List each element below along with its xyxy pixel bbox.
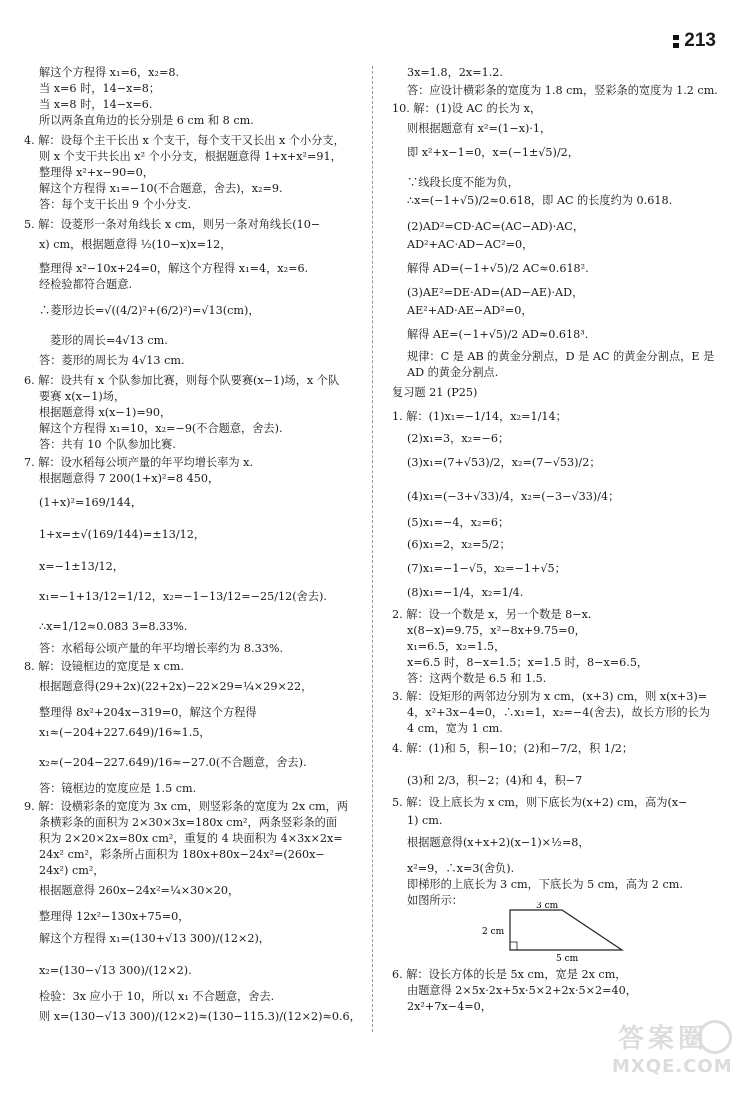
solution-line: 整理得 12x²−130x+75=0， [39, 910, 190, 923]
solution-line: 4，x²+3x−4=0，∴x₁=1，x₂=−4(舍去)，故长方形的长为 [407, 706, 710, 719]
solution-line: 整理得 x²−10x+24=0，解这个方程得 x₁=4，x₂=6. [39, 262, 309, 275]
solution-line: x₁=−1+13/12=1/12，x₂=−1−13/12=−25/12(舍去). [39, 590, 327, 603]
figure-side-label: 2 cm [482, 927, 505, 937]
solution-line: (3)AE²=DE·AD=(AD−AE)·AD， [407, 286, 584, 299]
solution-line: 1) cm. [407, 814, 443, 827]
solution-line: 整理得 x²+x−90=0， [39, 166, 154, 179]
watermark-text: 答案圈 [618, 1024, 709, 1054]
solution-line: x=6.5 时，8−x=1.5；x=1.5 时，8−x=6.5， [407, 656, 649, 669]
solution-line: (1+x)²=169/144， [39, 496, 143, 509]
solution-line: 则 x 个支干共长出 x² 个小分支，根据题意得 1+x+x²=91， [39, 150, 342, 163]
solution-line: 整理得 8x²+204x−319=0，解这个方程得 [39, 706, 257, 719]
solution-line: 4. 解：(1)和 5，积−10；(2)和−7/2，积 1/2； [392, 742, 634, 755]
solution-line: 5. 解：设上底长为 x cm，则下底长为(x+2) cm，高为(x− [392, 796, 688, 809]
solution-line: 根据题意得 7 200(1+x)²=8 450， [39, 472, 220, 485]
solution-line: 24x² cm²，彩条所占面积为 180x+80x−24x²=(260x− [39, 848, 325, 861]
solution-line: x) cm，根据题意得 ½(10−x)x=12， [39, 238, 232, 251]
solution-line: 1. 解：(1)x₁=−1/14，x₂=1/14； [392, 410, 567, 423]
solution-line: x₂≈(−204−227.649)/16≈−27.0(不合题意，舍去). [39, 756, 307, 769]
solution-line: 6. 解：设长方体的长是 5x cm，宽是 2x cm， [392, 968, 627, 981]
solution-line: 3x=1.8，2x=1.2. [407, 66, 503, 79]
solution-line: 答：水稻每公顷产量的年平均增长率约为 8.33%. [39, 642, 284, 655]
solution-line: (7)x₁=−1−√5，x₂=−1+√5； [407, 562, 566, 575]
solution-line: 4. 解：设每个主干长出 x 个支干，每个支干又长出 x 个小分支， [24, 134, 345, 147]
solution-line: AD 的黄金分割点. [407, 366, 499, 379]
solution-line: (3)x₁=(7+√53)/2，x₂=(7−√53)/2； [407, 456, 601, 469]
solution-line: 4 cm，宽为 1 cm. [407, 722, 503, 735]
trapezoid-figure [480, 902, 640, 962]
solution-line: 答：镜框边的宽度应是 1.5 cm. [39, 782, 197, 795]
solution-line: 则根据题意有 x²=(1−x)·1， [407, 122, 552, 135]
solution-line: 当 x=8 时，14−x=6. [39, 98, 153, 111]
solution-line: 解这个方程得 x₁=−10(不合题意，舍去)，x₂=9. [39, 182, 283, 195]
solution-line: 即梯形的上底长为 3 cm，下底长为 5 cm，高为 2 cm. [407, 878, 683, 891]
solution-line: 答：每个支干长出 9 个小分支. [39, 198, 192, 211]
figure-bottom-label: 5 cm [556, 954, 579, 962]
solution-line: ∴x=(−1+√5)/2≈0.618，即 AC 的长度约为 0.618. [407, 194, 673, 207]
solution-line: 即 x²+x−1=0，x=(−1±√5)/2， [407, 146, 579, 159]
solution-line: 答：菱形的周长为 4√13 cm. [39, 354, 185, 367]
solution-line: x²=9，∴x=3(舍负). [407, 862, 515, 875]
page-header [673, 30, 716, 52]
solution-line: 答：这两个数是 6.5 和 1.5. [407, 672, 547, 685]
watermark [602, 1018, 734, 1084]
solution-line: (5)x₁=−4，x₂=6； [407, 516, 510, 529]
solution-line: 如图所示： [407, 894, 463, 907]
solution-line: 检验：3x 应小于 10，所以 x₁ 不合题意，舍去. [39, 990, 275, 1003]
solution-line: 解这个方程得 x₁=(130+√13 300)/(12×2)， [39, 932, 270, 945]
solution-line: 24x²) cm²， [39, 864, 105, 877]
solution-line: 答：共有 10 个队参加比赛. [39, 438, 176, 451]
solution-line: 5. 解：设菱形一条对角线长 x cm，则另一条对角线长(10− [24, 218, 321, 231]
solution-line: 根据题意得(x+x+2)(x−1)×½=8， [407, 836, 590, 849]
solution-line: 解这个方程得 x₁=10，x₂=−9(不合题意，舍去). [39, 422, 283, 435]
solution-line: (4)x₁=(−3+√33)/4，x₂=(−3−√33)/4； [407, 490, 620, 503]
watermark-seal-icon [698, 1020, 732, 1054]
solution-line: (8)x₁=−1/4，x₂=1/4. [407, 586, 524, 599]
solution-line: 2. 解：设一个数是 x，另一个数是 8−x. [392, 608, 592, 621]
solution-line: 解得 AE=(−1+√5)/2 AD≈0.618³. [407, 328, 589, 341]
solution-line: 经检验都符合题意. [39, 278, 133, 291]
solution-line: ∴菱形边长=√((4/2)²+(6/2)²)=√13(cm)， [39, 304, 260, 317]
solution-line: x=−1±13/12， [39, 560, 124, 573]
solution-line: 根据题意得 x(x−1)=90， [39, 406, 172, 419]
watermark-url: MXQE.COM [612, 1056, 733, 1077]
figure-top-label: 3 cm [536, 902, 559, 911]
solution-line: (2)AD²=CD·AC=(AC−AD)·AC， [407, 220, 585, 233]
solution-line: 所以两条直角边的长分别是 6 cm 和 8 cm. [39, 114, 254, 127]
solution-line: (3)和 2/3，积−2；(4)和 4，积−7 [407, 774, 583, 787]
solution-line: 1+x=±√(169/144)=±13/12， [39, 528, 206, 541]
solution-line: 答：应设计横彩条的宽度为 1.8 cm，竖彩条的宽度为 1.2 cm. [407, 84, 718, 97]
solution-line: 10. 解：(1)设 AC 的长为 x， [392, 102, 542, 115]
solution-line: 当 x=6 时，14−x=8； [39, 82, 161, 95]
solution-line: 解这个方程得 x₁=6，x₂=8. [39, 66, 179, 79]
solution-line: 条横彩条的面积为 2×30×3x=180x cm²，两条竖彩条的面 [39, 816, 338, 829]
solution-line: 复习题 21 (P25) [392, 386, 478, 399]
solution-line: x₁=6.5，x₂=1.5， [407, 640, 506, 653]
solution-line: 积为 2×20×2x=80x cm²，重复的 4 块面积为 4×3x×2x= [39, 832, 343, 845]
solution-line: 菱形的周长=4√13 cm. [50, 334, 168, 347]
solution-line: x(8−x)=9.75，x²−8x+9.75=0， [407, 624, 586, 637]
solution-line: 由题意得 2×5x·2x+5x·5×2+2x·5×2=40， [407, 984, 637, 997]
solution-line: 2x²+7x−4=0， [407, 1000, 492, 1013]
solution-line: 根据题意得(29+2x)(22+2x)−22×29=¼×29×22， [39, 680, 313, 693]
solution-line: 9. 解：设横彩条的宽度为 3x cm，则竖彩条的宽度为 2x cm，两 [24, 800, 348, 813]
header-mark-icon [673, 35, 679, 48]
solution-line: (2)x₁=3，x₂=−6； [407, 432, 510, 445]
solution-line: 则 x=(130−√13 300)/(12×2)≈(130−115.3)/(12×2)≈0.6， [39, 1010, 361, 1023]
solution-line: 6. 解：设共有 x 个队参加比赛，则每个队要赛(x−1)场，x 个队 [24, 374, 340, 387]
solution-line: AE²+AD·AE−AD²=0， [407, 304, 533, 317]
solution-line: x₁≈(−204+227.649)/16≈1.5， [39, 726, 211, 739]
solution-line: 解得 AD=(−1+√5)/2 AC≈0.618². [407, 262, 589, 275]
page-number: 213 [684, 30, 716, 51]
solution-line: 7. 解：设水稻每公顷产量的年平均增长率为 x. [24, 456, 254, 469]
solution-line: ∵线段长度不能为负， [407, 176, 519, 189]
solution-line: AD²+AC·AD−AC²=0， [407, 238, 534, 251]
solution-line: 要赛 x(x−1)场， [39, 390, 126, 403]
solution-line: 根据题意得 260x−24x²=¼×30×20， [39, 884, 240, 897]
solution-line: ∴x=1/12≈0.083 3=8.33%. [39, 620, 188, 633]
column-divider [372, 66, 373, 1032]
solution-line: 8. 解：设镜框边的宽度是 x cm. [24, 660, 184, 673]
solution-line: 3. 解：设矩形的两邻边分别为 x cm，(x+3) cm，则 x(x+3)= [392, 690, 708, 703]
solution-line: (6)x₁=2，x₂=5/2； [407, 538, 511, 551]
solution-line: x₂=(130−√13 300)/(12×2). [39, 964, 192, 977]
solution-line: 规律：C 是 AB 的黄金分割点，D 是 AC 的黄金分割点，E 是 [407, 350, 715, 363]
